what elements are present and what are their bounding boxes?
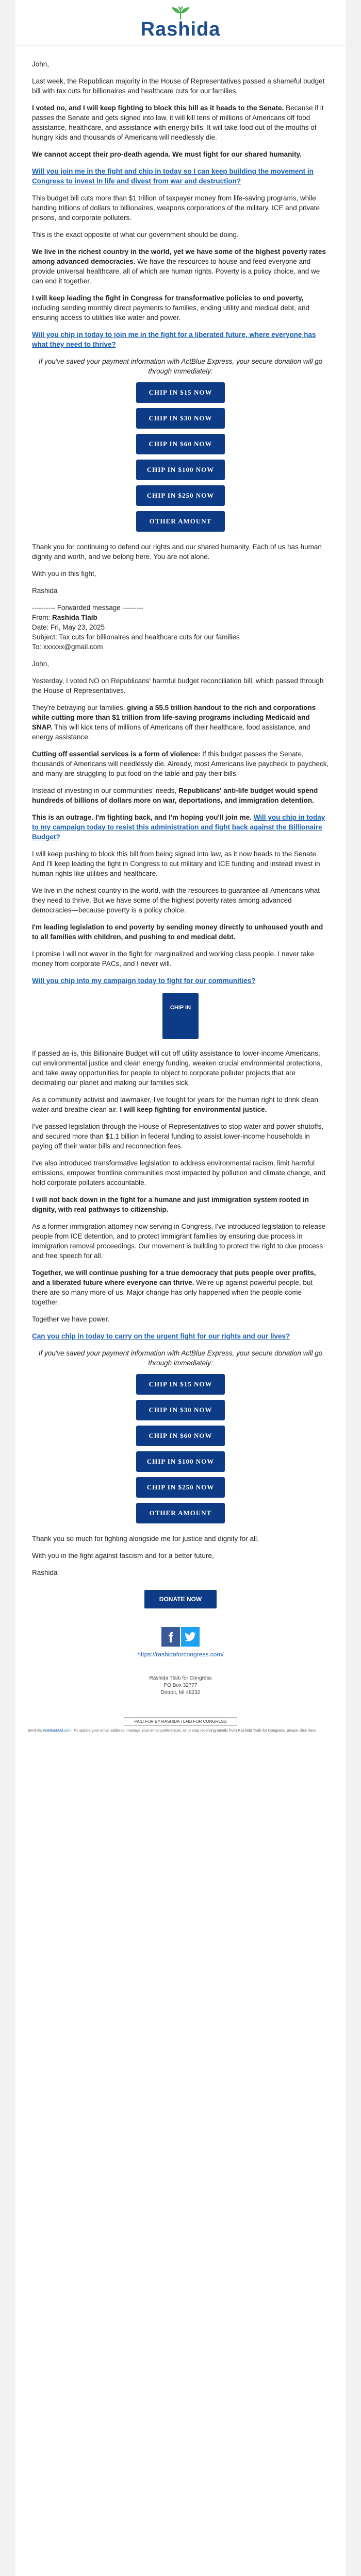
- social-links: [32, 1627, 329, 1647]
- paragraph: Together we have power.: [32, 1315, 110, 1323]
- paragraph: Last week, the Republican majority in the House of Representatives passed a shameful budget bill with tax cuts for billionaires and healthcare cuts for our families.: [32, 77, 325, 95]
- other-amount-button[interactable]: OTHER AMOUNT: [136, 511, 225, 532]
- chip-in-button[interactable]: CHIP IN: [162, 993, 199, 1039]
- paragraph: Together, we will continue pushing for a true democracy that puts people over profits, and a liberated future where everyone can thrive. We're up against powerful people, but there are so many more of us. Major change has only happened when the people come together.: [32, 1269, 316, 1306]
- paragraph: As a former immigration attorney now serving in Congress, I've introduced legislation to release people from ICE detention, and to protect immigrant families by ensuring due process in immigration removal proceedings. Our movement is building to protect the right to due process and free speech for all.: [32, 1223, 326, 1260]
- paid-for-disclaimer: PAID FOR BY RASHIDA TLAIB FOR CONGRESS: [124, 1717, 237, 1726]
- email-body: [15, 46, 346, 1697]
- paragraph: Cutting off essential services is a form of violence: If this budget passes the Senate, thousands of Americans will needlessly die. Already, most Americans live paycheck to paycheck, and many are struggling to put food on the table and pay their bills.: [32, 750, 329, 777]
- paragraph: As a community activist and lawmaker, I've fought for years for the human right to drink clean water and breathe clean air. I will keep fighting for environmental justice.: [32, 1096, 318, 1113]
- mailing-address: Rashida Tlaib for Congress PO Box 32777 Detroit, MI 48232: [149, 1675, 212, 1696]
- other-amount-button[interactable]: OTHER AMOUNT: [136, 1503, 225, 1523]
- paragraph: Instead of investing in our communities' needs, Republicans' anti-life budget would spend hundreds of billions of dollars more on war, deportations, and immigration detention.: [32, 787, 318, 804]
- donate-link[interactable]: Will you chip into my campaign today to fight for our communities?: [32, 977, 256, 985]
- donate-link[interactable]: Will you chip in today to join me in the fight for a liberated future, where everyone has what they need to thrive?: [32, 331, 316, 348]
- paragraph: I will not back down in the fight for a humane and just immigration system rooted in dignity, with real pathways to citizenship.: [32, 1196, 309, 1213]
- paragraph: We live in the richest country in the world, with the resources to guarantee all Americans what they need to thrive. But we have some of the highest poverty rates among advanced democracies—because poverty is a policy choice.: [32, 887, 320, 914]
- chip-in-60-button[interactable]: CHIP IN $60 NOW: [136, 1426, 225, 1446]
- chip-in-100-button[interactable]: CHIP IN $100 NOW: [136, 460, 225, 480]
- paragraph: I will keep leading the fight in Congress for transformative policies to end poverty, including sending monthly direct payments to families, ending utility and medical debt, and ensuring access to utilities like water and power.: [32, 294, 310, 321]
- paragraph: I've passed legislation through the House of Representatives to stop water and power shutoffs, and secured more than $1.1 billion in federal funding to assist lower-income households in paying off their water bills and reconnection fees.: [32, 1123, 324, 1150]
- chip-in-30-button[interactable]: CHIP IN $30 NOW: [136, 1400, 225, 1420]
- email-header: [15, 0, 346, 46]
- signature: Rashida: [32, 587, 58, 595]
- rashida-logo[interactable]: [141, 6, 221, 39]
- signoff: With you in the fight against fascism and for a better future,: [32, 1552, 214, 1560]
- paragraph: We cannot accept their pro-death agenda. We must fight for our shared humanity.: [32, 150, 302, 158]
- chip-in-buttons: [32, 382, 329, 532]
- paragraph: This budget bill cuts more than $1 trillion of taxpayer money from life-saving programs, while handing trillions of dollars to billionaires, weapons corporations of the military, ICE and private prisons, and corporate polluters.: [32, 194, 320, 222]
- paragraph: Thank you so much for fighting alongside me for justice and dignity for all.: [32, 1535, 259, 1543]
- signature: Rashida: [32, 1569, 58, 1577]
- facebook-icon[interactable]: f: [161, 1627, 180, 1647]
- unsubscribe-fine-print: Sent via ActBlueMail.com. To update your email address, manage your email preferences, or to stop receiving emails from Rashida Tlaib for Congress, please click here.: [28, 1728, 317, 1733]
- actblue-note: If you've saved your payment information with ActBlue Express, your secure donation will go through immediately:: [38, 358, 323, 375]
- actblue-note: If you've saved your payment information with ActBlue Express, your secure donation will go through immediately:: [38, 1349, 323, 1367]
- paragraph: This is an outrage. I'm fighting back, and I'm hoping you'll join me. Will you chip in today to my campaign today to resist this administration and fight back against the Billionaire Budget?: [32, 814, 325, 841]
- chip-in-buttons-2: [32, 1374, 329, 1523]
- forwarded-header: ---------- Forwarded message --------- From: Rashida Tlaib Date: Fri, May 23, 2025 Subject: Tax cuts for billionaires and healthcare cuts for our families To: xxxxxx@gmail.com: [32, 604, 240, 651]
- paragraph: I've also introduced transformative legislation to address environmental racism, limit harmful emissions, empower frontline communities most impacted by pollution and climate change, and hold corporate polluters accountable.: [32, 1159, 325, 1187]
- paragraph: Yesterday, I voted NO on Republicans' harmful budget reconciliation bill, which passed through the House of Representatives.: [32, 677, 324, 694]
- paragraph: I promise I will not waver in the fight for marginalized and working class people. I never take money from corporate PACs, and I never will.: [32, 950, 315, 968]
- paragraph: If passed as-is, this Billionaire Budget will cut off utility assistance to lower-income Americans, cut environmental justice and clean energy funding, weaken crucial environmental protections, and take away opportunities for people to object to corporate polluter projects that are decimating our planet and making our families sick.: [32, 1049, 322, 1087]
- brand-name: Rashida: [140, 19, 221, 40]
- actbluemail-link[interactable]: ActBlueMail.com: [42, 1728, 72, 1733]
- chip-in-60-button[interactable]: CHIP IN $60 NOW: [136, 434, 225, 454]
- donate-link[interactable]: Will you chip in today to my campaign today to resist this administration and fight back against the Billionaire Budget?: [32, 814, 325, 841]
- salutation: John,: [32, 60, 50, 68]
- chip-in-250-button[interactable]: CHIP IN $250 NOW: [136, 485, 225, 506]
- donate-now-button[interactable]: DONATE NOW: [144, 1590, 217, 1608]
- salutation: John,: [32, 660, 50, 668]
- chip-in-250-button[interactable]: CHIP IN $250 NOW: [136, 1477, 225, 1498]
- paragraph: We live in the richest country in the world, yet we have some of the highest poverty rates among advanced democracies. We have the resources to house and feed everyone and provide universal healthcare, all of which are human rights. Poverty is a policy choice, and we can end it together.: [32, 248, 326, 285]
- signoff: With you in this fight,: [32, 570, 96, 578]
- donate-link[interactable]: Can you chip in today to carry on the urgent fight for our rights and our lives?: [32, 1332, 290, 1340]
- paragraph: I'm leading legislation to end poverty by sending money directly to unhoused youth and to all families with children, and pushing to end medical debt.: [32, 923, 323, 941]
- chip-in-15-button[interactable]: CHIP IN $15 NOW: [136, 1374, 225, 1395]
- chip-in-30-button[interactable]: CHIP IN $30 NOW: [136, 408, 225, 429]
- twitter-icon[interactable]: [181, 1627, 200, 1647]
- paragraph: This is the exact opposite of what our government should be doing.: [32, 231, 239, 239]
- paragraph: Thank you for continuing to defend our rights and our shared humanity. Each of us has human dignity and worth, and we belong here. You are not alone.: [32, 543, 322, 561]
- paragraph: They're betraying our families, giving a $5.5 trillion handout to the rich and corporations while cutting more than $1 trillion from life-saving programs including Medicaid and SNAP. This will kick tens of millions of Americans off their healthcare, food assistance, and energy assistance.: [32, 704, 316, 741]
- chip-in-100-button[interactable]: CHIP IN $100 NOW: [136, 1451, 225, 1472]
- website-link[interactable]: https://rashidaforcongress.com/: [137, 1651, 224, 1658]
- donate-link[interactable]: Will you join me in the fight and chip in today so I can keep building the movement in Congress to invest in life and divest from war and destruction?: [32, 167, 314, 185]
- paragraph: I voted no, and I will keep fighting to block this bill as it heads to the Senate. Because if it passes the Senate and gets signed into law, it will kill tens of millions of Americans off food assistance, healthcare, and assistance with energy bills. It will take food out of the mouths of hungry kids and thousands of Americans will needlessly die.: [32, 104, 324, 141]
- email-page: [15, 0, 346, 2576]
- paragraph: I will keep pushing to block this bill from being signed into law, as it now heads to the Senate. And I'll keep leading the fight in Congress to cut military and ICE funding and instead invest in human rights like utilities and healthcare.: [32, 850, 320, 877]
- leaf-icon: [167, 6, 194, 20]
- chip-in-15-button[interactable]: CHIP IN $15 NOW: [136, 382, 225, 403]
